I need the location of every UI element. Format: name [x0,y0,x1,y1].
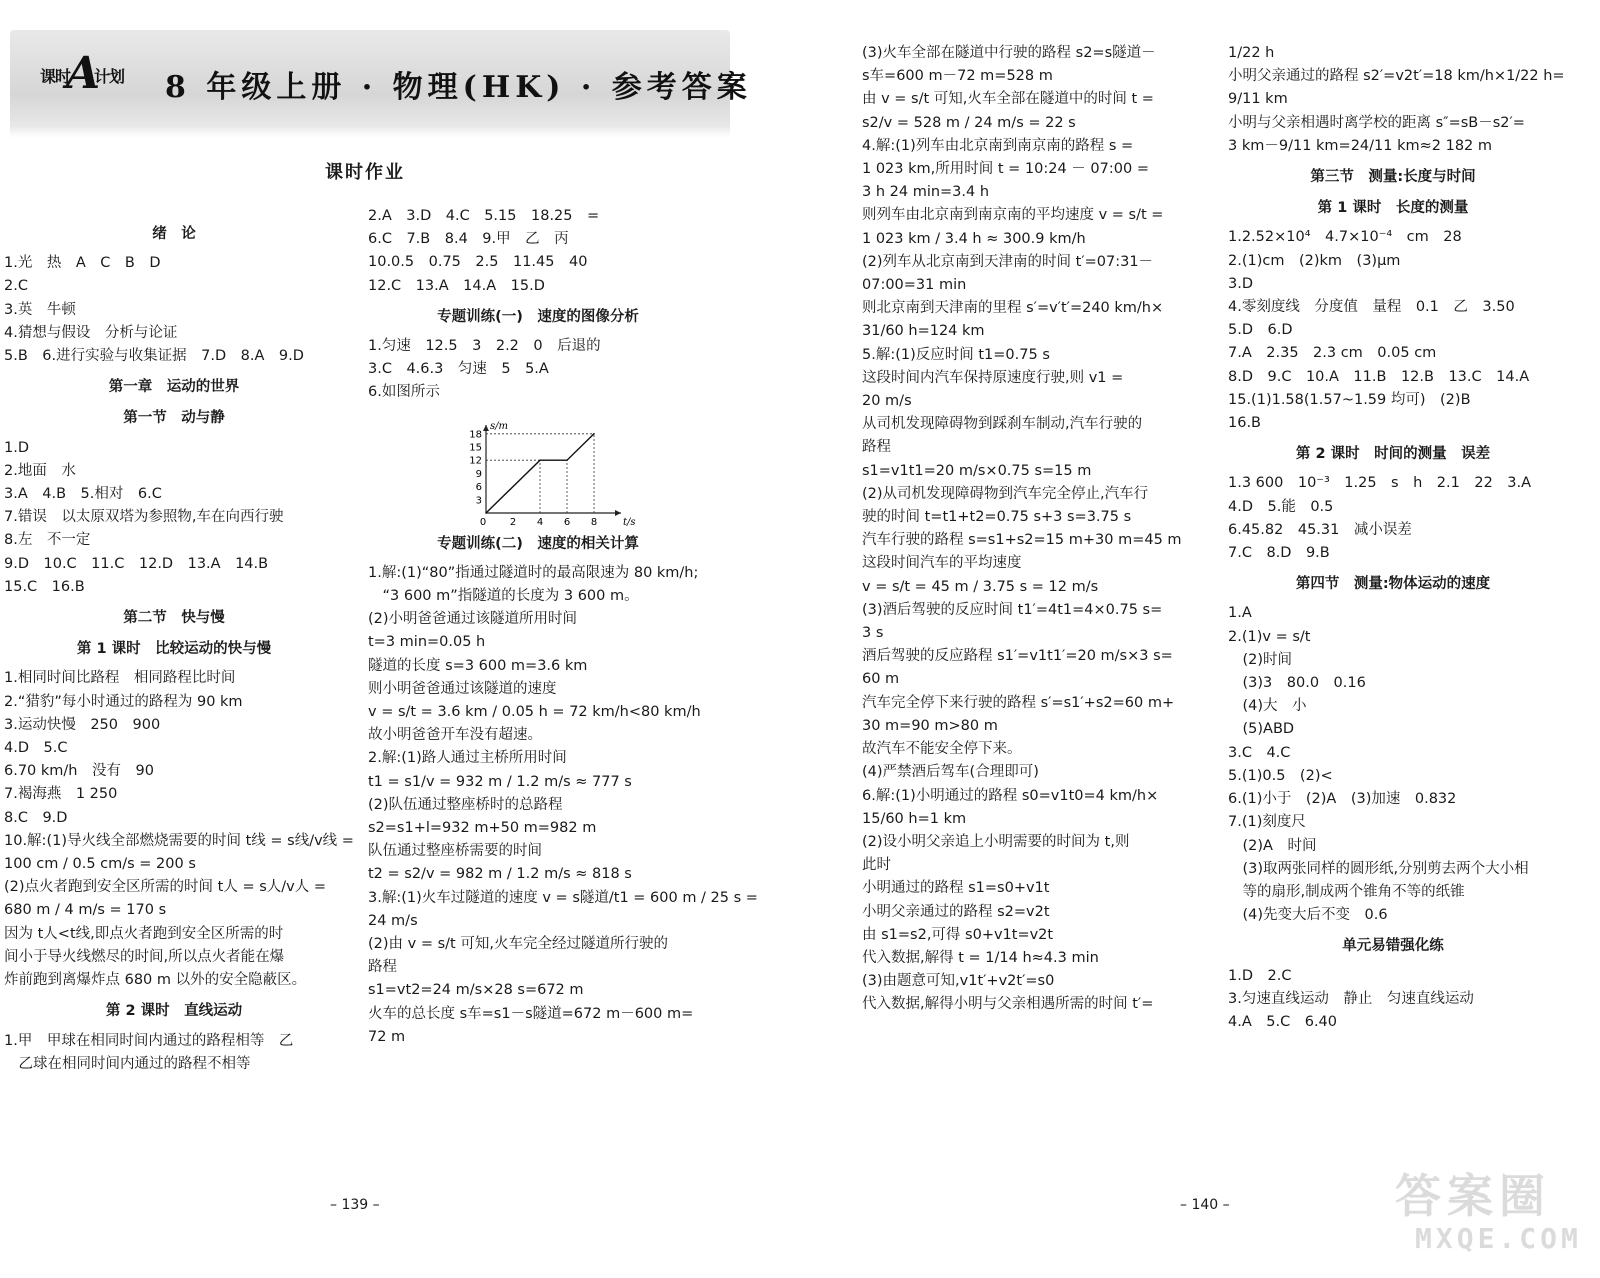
answer-line: (2)小明爸爸通过该隧道所用时间 [368,611,578,628]
answer-line: 这段时间汽车的平均速度 [862,555,1022,572]
answer-line: 3.解:(1)火车过隧道的速度 v = s隧道/t1 = 600 m / 25 s = [368,889,758,906]
answer-line: 07:00=31 min [862,277,967,294]
answer-line: 这段时间内汽车保持原速度行驶,则 v1 = [862,369,1124,386]
data-point [593,433,595,435]
answer-line: 15/60 h=1 km [862,810,967,827]
answer-line: 7.C 8.D 9.B [1228,545,1330,562]
answer-line: 隧道的长度 s=3 600 m=3.6 km [368,657,588,674]
answer-line: 4.D 5.C [4,740,68,757]
answer-line: 此时 [862,857,891,874]
answer-line: 7.(1)刻度尺 [1228,814,1306,831]
answer-line: 30 m=90 m>80 m [862,717,998,734]
answer-line: 炸前跑到离爆炸点 680 m 以外的安全隐蔽区。 [4,972,307,989]
y-tick-label: 12 [469,455,482,467]
answer-line: 6.C 7.B 8.4 9.甲 乙 丙 [368,231,569,248]
data-point [539,459,541,461]
answer-column-2 [368,205,758,1049]
section-heading: 第 2 课时 直线运动 [105,1003,243,1020]
answer-line: 3.D [1228,275,1253,292]
answer-line: 60 m [862,671,900,688]
answer-line: 1.解:(1)“80”指通过隧道时的最高限速为 80 km/h; [368,564,699,581]
answer-line: 1.D 2.C [1228,967,1292,984]
chart-svg [368,405,636,528]
answer-line: 则小明爸爸通过该隧道的速度 [368,680,557,697]
answer-line: 代入数据,解得 t = 1/14 h≈4.3 min [862,949,1099,966]
answer-line: 3.运动快慢 250 900 [4,716,161,733]
answer-line: 7.错误 以太原双塔为参照物,车在向西行驶 [4,509,284,526]
answer-line: 2.(1)v = s/t [1228,628,1311,645]
answer-line: v = s/t = 3.6 km / 0.05 h = 72 km/h<80 km/h [368,704,701,721]
answer-line: 1.A [1228,605,1252,622]
answer-line: 8.左 不一定 [4,532,91,549]
answer-line: 2.A 3.D 4.C 5.15 18.25 = [368,208,600,224]
answer-line: (2)从司机发现障碍物到汽车完全停止,汽车行 [862,485,1149,502]
column-2-top [368,205,708,405]
answer-line: 16.B [1228,415,1262,432]
answer-line: 6.45.82 45.31 减小误差 [1228,521,1412,538]
answer-line: t1 = s1/v = 932 m / 1.2 m/s ≈ 777 s [368,773,632,790]
answer-line: 12.C 13.A 14.A 15.D [368,277,545,294]
answer-line: 2.C [4,278,28,295]
answer-line: (2)设小明父亲追上小明需要的时间为 t,则 [862,833,1130,850]
answer-line: (2)列车从北京南到天津南的时间 t′=07:31－ [862,253,1154,270]
watermark-url: MXQE.COM [1415,1222,1582,1255]
answer-line: 2.(1)cm (2)km (3)μm [1228,252,1401,269]
answer-line: s车=600 m－72 m=528 m [862,68,1053,85]
answer-line: 4.零刻度线 分度值 量程 0.1 乙 3.50 [1228,299,1515,316]
answer-line: 1.D [4,439,29,456]
answer-line: 路程 [368,959,397,976]
answer-line: 则北京南到天津南的里程 s′=v′t′=240 km/h× [862,300,1164,317]
answer-line: (2)点火者跑到安全区所需的时间 t人 = s人/v人 = [4,879,326,896]
answer-line: t2 = s2/v = 982 m / 1.2 m/s ≈ 818 s [368,866,632,883]
x-tick-label: 0 [479,516,487,528]
section-title: 课时作业 [325,162,405,183]
answer-line: 20 m/s [862,393,912,410]
answer-line: 4.A 5.C 6.40 [1228,1013,1337,1030]
answer-line: 1.光 热 A C B D [4,255,161,272]
section-heading: 专题训练(一) 速度的图像分析 [437,308,639,325]
section-heading: 第 1 课时 比较运动的快与慢 [76,641,272,658]
section-heading: 第 1 课时 长度的测量 [1317,200,1469,217]
answer-line: 小明父亲通过的路程 s2=v2t [862,903,1050,920]
answer-line: s2=s1+l=932 m+50 m=982 m [368,820,597,837]
answer-line: 4.D 5.能 0.5 [1228,498,1334,515]
answer-column-3 [862,42,1202,1017]
answer-line: 3.A 4.B 5.相对 6.C [4,486,162,503]
answer-line: (4)先变大后不变 0.6 [1228,907,1388,924]
section-heading: 第 2 课时 时间的测量 误差 [1295,446,1491,463]
answer-line: (3)火车全部在隧道中行驶的路程 s2=s隧道－ [862,45,1156,61]
answer-line: 1 023 km / 3.4 h ≈ 300.9 km/h [862,230,1086,247]
answer-line: 火车的总长度 s车=s1－s隧道=672 m－600 m= [368,1005,694,1022]
y-axis-arrow [483,425,489,431]
section-heading: 第四节 测量:物体运动的速度 [1295,576,1491,593]
x-tick-label: 6 [563,516,571,528]
answer-line: 小明与父亲相遇时离学校的距离 s″=sB－s2′= [1228,114,1525,131]
answer-line: 汽车完全停下来行驶的路程 s′=s1′+s2=60 m+ [862,694,1175,711]
answer-line: 6.70 km/h 没有 90 [4,763,154,780]
answer-line: 5.B 6.进行实验与收集证据 7.D 8.A 9.D [4,348,304,365]
answer-line: (3)酒后驾驶的反应时间 t1′=4t1=4×0.75 s= [862,601,1163,618]
answer-line: 1/22 h [1228,45,1275,61]
answer-line: 8.C 9.D [4,809,68,826]
answer-line: s1=v1t1=20 m/s×0.75 s=15 m [862,462,1092,479]
answer-line: 1 023 km,所用时间 t = 10:24 － 07:00 = [862,161,1149,178]
answer-line: 8.D 9.C 10.A 11.B 12.B 13.C 14.A [1228,368,1530,385]
answer-line: 24 m/s [368,912,418,929]
answer-line: 因为 t人<t线,即点火者跑到安全区所需的时 [4,925,284,942]
y-tick-label: 9 [475,468,482,480]
answer-line: (4)严禁酒后驾车(合理即可) [862,764,1039,781]
answer-line: t=3 min=0.05 h [368,634,486,651]
y-axis-label: s/m [490,420,508,432]
section-heading: 单元易错强化练 [1342,938,1444,955]
answer-line: 9/11 km [1228,91,1288,108]
column-2-bottom [368,533,758,1049]
answer-line: 2.解:(1)路人通过主桥所用时间 [368,750,567,767]
answer-line: 1.3 600 10⁻³ 1.25 s h 2.1 22 3.A [1228,475,1532,492]
answer-line: 路程 [862,439,891,456]
x-tick-label: 8 [590,516,598,528]
answer-line: 72 m [368,1028,406,1045]
answer-line: 3.匀速直线运动 静止 匀速直线运动 [1228,990,1474,1007]
answer-line: 7.褐海燕 1 250 [4,786,118,803]
answer-line: 3.C 4.6.3 匀速 5 5.A [368,361,549,378]
answer-line: s2/v = 528 m / 24 m/s = 22 s [862,114,1076,131]
answer-line: 6.(1)小于 (2)A (3)加速 0.832 [1228,791,1457,808]
y-tick-label: 3 [475,494,482,506]
answer-line: 从司机发现障碍物到踩刹车制动,汽车行驶的 [862,416,1143,433]
logo [40,48,150,108]
answer-line: 4.解:(1)列车由北京南到南京南的路程 s = [862,137,1134,154]
section-heading: 绪 论 [152,226,196,242]
answer-line: 5.(1)0.5 (2)< [1228,767,1333,784]
x-axis-arrow [615,510,621,516]
section-heading: 专题训练(二) 速度的相关计算 [437,535,639,552]
answer-line: 1.甲 甲球在相同时间内通过的路程相等 乙 [4,1032,294,1049]
answer-line: 小明通过的路程 s1=s0+v1t [862,880,1050,897]
x-tick-label: 2 [509,516,517,528]
answer-line: 680 m / 4 m/s = 170 s [4,902,167,919]
logo-letter: A [66,48,101,99]
answer-line: 15.C 16.B [4,578,85,595]
answer-line: 4.猜想与假设 分析与论证 [4,324,178,341]
watermark [1395,1160,1585,1270]
answer-line: 间小于导火线燃尽的时间,所以点火者能在爆 [4,948,285,965]
answer-line: 10.解:(1)导火线全部燃烧需要的时间 t线 = s线/v线 = [4,832,354,849]
answer-line: 3 h 24 min=3.4 h [862,184,990,201]
answer-line: (3)3 80.0 0.16 [1228,675,1366,692]
answer-line: 1.匀速 12.5 3 2.2 0 后退的 [368,338,601,355]
answer-line: (5)ABD [1228,721,1295,738]
data-point [566,459,568,461]
answer-line: 6.如图所示 [368,384,440,401]
answer-line: (2)时间 [1228,651,1293,668]
page-title: 8 年级上册 · 物理(HK) · 参考答案 [165,70,752,105]
page-number-left: – 139 – [330,1197,380,1213]
answer-line: 5.解:(1)反应时间 t1=0.75 s [862,346,1050,363]
section-heading: 第三节 测量:长度与时间 [1310,169,1476,186]
answer-line: 9.D 10.C 11.C 12.D 13.A 14.B [4,555,269,572]
answer-line: 3 km－9/11 km=24/11 km≈2 182 m [1228,137,1493,154]
answer-line: 31/60 h=124 km [862,323,985,340]
answer-line: 故小明爸爸开车没有超速。 [368,727,542,744]
answer-line: 由 v = s/t 可知,火车全部在隧道中的时间 t = [862,91,1154,108]
section-heading: 第一节 动与静 [123,410,225,427]
answer-line: 小明父亲通过的路程 s2′=v2t′=18 km/h×1/22 h= [1228,68,1565,85]
answer-line: 6.解:(1)小明通过的路程 s0=v1t0=4 km/h× [862,787,1159,804]
answer-line: 乙球在相同时间内通过的路程不相等 [4,1055,251,1072]
answer-line: 1.2.52×10⁴ 4.7×10⁻⁴ cm 28 [1228,229,1462,246]
answer-line: 15.(1)1.58(1.57~1.59 均可) (2)B [1228,391,1471,408]
section-heading: 第一章 运动的世界 [108,379,240,396]
answer-line: 酒后驾驶的反应路程 s1′=v1t1′=20 m/s×3 s= [862,648,1173,665]
answer-line: “3 600 m”指隧道的长度为 3 600 m。 [368,588,639,605]
answer-line: 3.英 牛顿 [4,301,76,318]
answer-line: (3)由题意可知,v1t′+v2t′=s0 [862,973,1055,990]
series-line [486,433,594,512]
page-number-right: – 140 – [1180,1197,1230,1213]
data-point [485,512,487,514]
answer-line: 3.C 4.C [1228,744,1291,761]
logo-text: 课时 计划 [40,67,125,86]
answer-line: 由 s1=s2,可得 s0+v1t=v2t [862,926,1054,943]
answer-line: (3)取两张同样的圆形纸,分别剪去两个大小相 [1228,860,1529,877]
answer-line: 等的扇形,制成两个锥角不等的纸锥 [1228,883,1465,900]
answer-line: 100 cm / 0.5 cm/s = 200 s [4,856,196,873]
answer-line: (4)大 小 [1228,698,1307,715]
answer-line: 7.A 2.35 2.3 cm 0.05 cm [1228,345,1437,362]
answer-line: 队伍通过整座桥需要的时间 [368,843,542,860]
answer-line: 5.D 6.D [1228,322,1293,339]
answer-line: 汽车行驶的路程 s=s1+s2=15 m+30 m=45 m [862,532,1182,549]
answer-line: 故汽车不能安全停下来。 [862,741,1022,758]
answer-line: (2)队伍通过整座桥时的总路程 [368,796,563,813]
answer-line: 10.0.5 0.75 2.5 11.45 40 [368,254,588,271]
answer-line: 3 s [862,625,884,642]
answer-line: 则列车由北京南到南京南的平均速度 v = s/t = [862,207,1164,224]
watermark-text: 答案圈 [1395,1169,1551,1223]
distance-time-chart [368,405,708,528]
x-axis-label: t/s [623,516,636,528]
answer-line: 驶的时间 t=t1+t2=0.75 s+3 s=3.75 s [862,509,1132,526]
answer-line: 2.“猎豹”每小时通过的路程为 90 km [4,693,243,710]
answer-line: 代入数据,解得小明与父亲相遇所需的时间 t′= [862,996,1154,1013]
y-tick-label: 15 [469,442,482,454]
x-tick-label: 4 [536,516,544,528]
section-heading: 第二节 快与慢 [123,610,225,627]
y-tick-label: 6 [475,481,482,493]
answer-line: (2)由 v = s/t 可知,火车完全经过隧道所行驶的 [368,936,668,953]
answer-line: s1=vt2=24 m/s×28 s=672 m [368,982,584,999]
answer-line: (2)A 时间 [1228,837,1317,854]
answer-column-4 [1228,42,1565,1034]
answer-line: 2.地面 水 [4,462,76,479]
answer-line: 1.相同时间比路程 相同路程比时间 [4,670,236,687]
answer-line: v = s/t = 45 m / 3.75 s = 12 m/s [862,578,1099,595]
answer-column-1 [4,215,354,1076]
y-tick-label: 18 [469,428,482,440]
